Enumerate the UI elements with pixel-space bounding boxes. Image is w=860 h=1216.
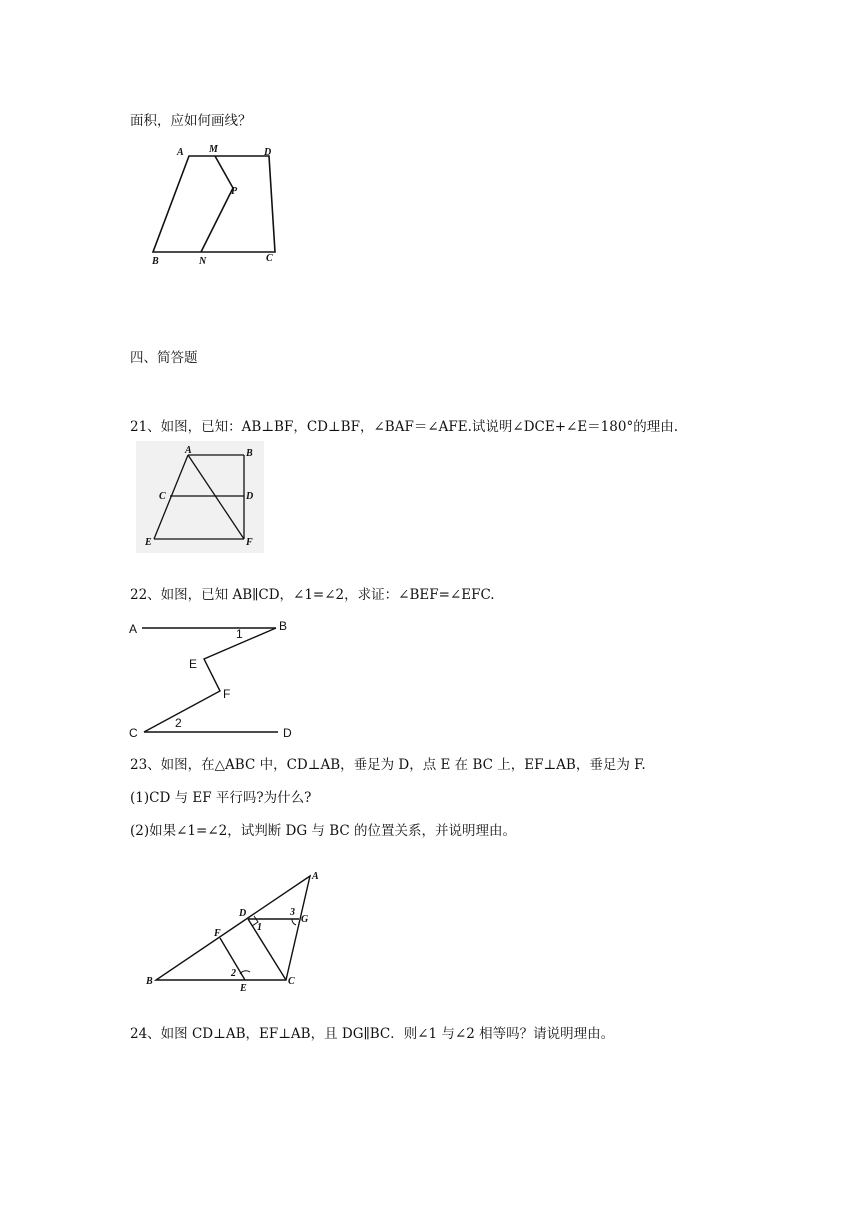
fig23-label-1: 1 <box>257 922 262 933</box>
fig22-label-E: E <box>189 657 198 671</box>
fig21-label-E: E <box>145 537 152 548</box>
fig22-label-1: 1 <box>236 627 243 641</box>
figure-q23 <box>140 866 330 996</box>
fig20-label-C: C <box>266 253 273 264</box>
fig21-label-F: F <box>246 537 253 548</box>
fig20-label-M: M <box>209 144 218 155</box>
fig22-label-F: F <box>223 687 231 701</box>
q21-text: 21、如图，已知：AB⊥BF，CD⊥BF，∠BAF＝∠AFE.试说明∠DCE+∠E＝180°的理由. <box>130 419 678 435</box>
fig22-label-C: C <box>129 726 138 740</box>
fig20-label-D: D <box>264 147 272 158</box>
fig23-label-A: A <box>312 871 319 882</box>
fig20-label-A: A <box>177 147 184 158</box>
fig20-label-P: P <box>231 186 238 197</box>
fig23-label-B: B <box>146 976 153 987</box>
fig22-label-A: A <box>129 622 138 636</box>
fig23-label-D: D <box>239 908 247 919</box>
fig20-label-B: B <box>152 256 159 267</box>
fig23-label-2: 2 <box>231 968 236 979</box>
figure-q20 <box>143 140 283 268</box>
fig21-label-A: A <box>185 445 192 456</box>
q23-text: 23、如图，在△ABC 中，CD⊥AB，垂足为 D，点 E 在 BC 上，EF⊥AB，垂足为 F. <box>130 757 646 773</box>
fig23-label-F: F <box>214 928 221 939</box>
fig23-label-3: 3 <box>290 907 295 918</box>
fig23-label-E: E <box>240 983 247 994</box>
fig21-label-B: B <box>246 448 253 459</box>
section-heading: 四、简答题 <box>130 350 198 366</box>
fig22-label-D: D <box>283 726 292 740</box>
q22-text: 22、如图，已知 AB∥CD，∠1=∠2，求证：∠BEF=∠EFC. <box>130 587 495 603</box>
q23-part1-text: (1)CD 与 EF 平行吗?为什么? <box>130 790 312 806</box>
figure-q21 <box>136 441 264 553</box>
fig23-label-G: G <box>301 914 309 925</box>
fig20-label-N: N <box>199 256 207 267</box>
fig22-label-2: 2 <box>175 716 182 730</box>
fig22-label-B: B <box>279 619 288 633</box>
fig21-label-C: C <box>159 491 166 502</box>
fig21-label-D: D <box>246 491 254 502</box>
q23-part2-text: (2)如果∠1=∠2，试判断 DG 与 BC 的位置关系，并说明理由。 <box>130 823 517 839</box>
q24-text: 24、如图 CD⊥AB，EF⊥AB，且 DG∥BC．则∠1 与∠2 相等吗？请说明理由。 <box>130 1026 615 1042</box>
figure-q22 <box>126 616 306 740</box>
q20-tail-text: 面积，应如何画线？ <box>130 113 252 129</box>
fig23-label-C: C <box>288 976 295 987</box>
